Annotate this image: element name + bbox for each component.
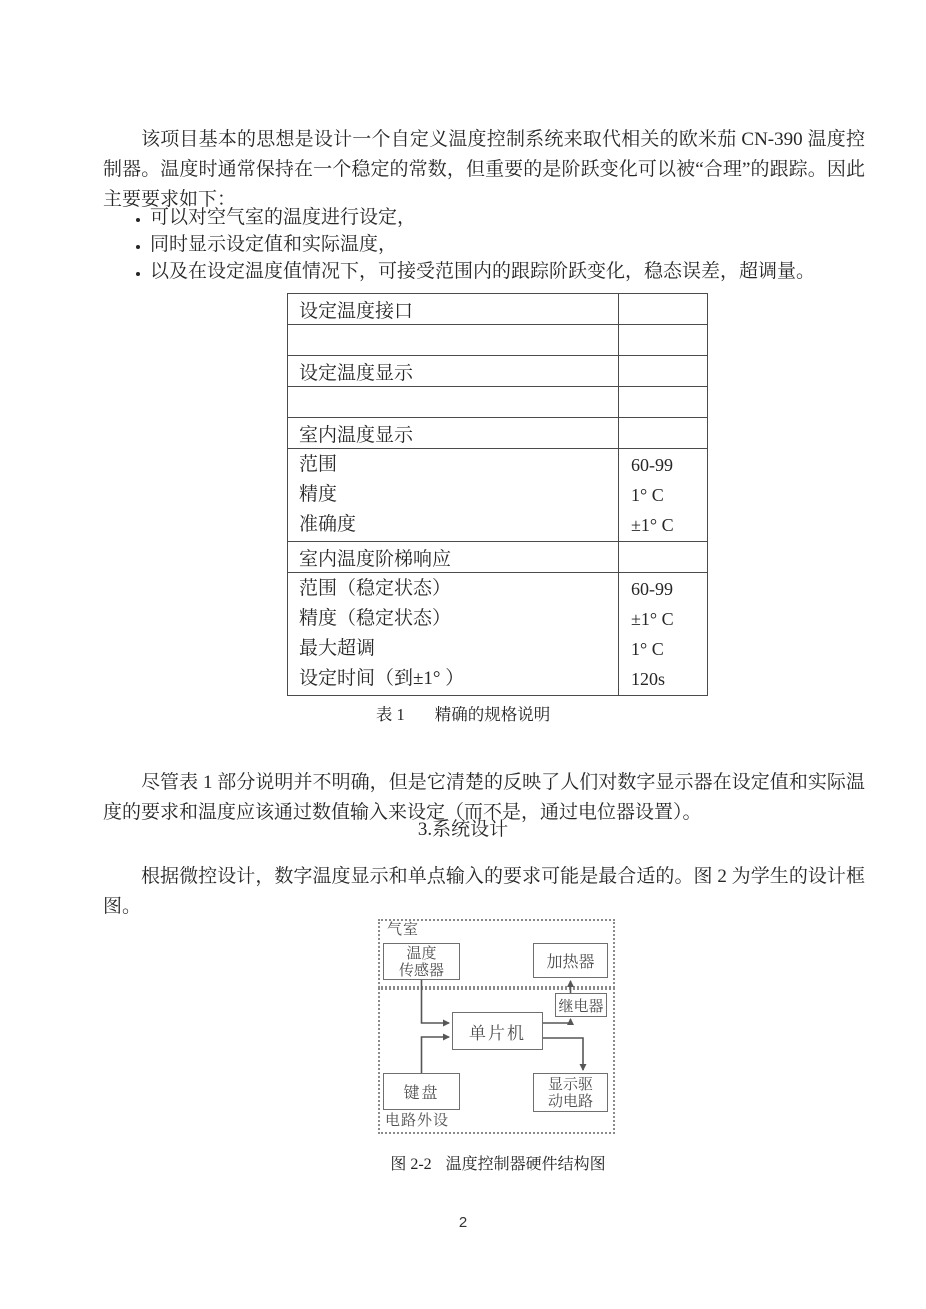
block-diagram [375,915,620,1140]
table-cell-label: 设定温度显示 [288,356,619,387]
paragraph-intro: 该项目基本的思想是设计一个自定义温度控制系统来取代相关的欧米茄 CN-390 温度控制器。温度时通常保持在一个稳定的常数，但重要的是阶跃变化可以被“合理”的跟踪。因此主要要求如下： [103,129,865,210]
box-temperature-sensor: 温度 传感器 [383,943,460,980]
box-heater: 加热器 [533,943,608,978]
table-cell-value: 60-99 1° C ±1° C [619,449,708,542]
table-row [288,356,708,387]
list-item: • 可以对空气室的温度进行设定， [150,204,912,231]
table-cell-value [619,542,708,573]
list-item: • 以及在设定温度值情况下，可接受范围内的跟踪阶跃变化，稳态误差，超调量。 [150,258,912,285]
table-row [288,542,708,573]
table-row [288,387,708,418]
box-microcontroller: 单片机 [452,1012,543,1050]
figure-caption [330,1151,666,1174]
label-circuit-peripherals: 电路外设 [385,1112,450,1129]
figure-caption-title: 温度控制器硬件结构图 [445,1156,606,1173]
table-cell-label: 室内温度阶梯响应 [288,542,619,573]
box-keyboard: 键盘 [383,1073,460,1110]
connector-keyboard-to-mcu [422,1037,450,1073]
table-row [288,449,708,542]
table-cell-label [288,387,619,418]
paragraph-discussion: 尽管表 1 部分说明并不明确，但是它清楚的反映了人们对数字显示器在设定值和实际温度的要求和温度应该通过数值输入来设定（而不是，通过电位器设置）。 [103,772,865,823]
table-cell-value [619,387,708,418]
page-number: 2 [458,1214,468,1231]
requirements-list [103,204,912,285]
table-cell-label: 室内温度显示 [288,418,619,449]
table-cell-label [288,325,619,356]
table-row [288,294,708,325]
box-relay: 继电器 [555,993,607,1017]
section-heading-system-design: 3.系统设计 [417,819,509,840]
connector-mcu-to-display-driver [543,1038,583,1070]
table-caption-label: 表 1 [375,705,405,724]
figure-caption-label: 图 2-2 [390,1156,432,1173]
table-row [288,325,708,356]
table-cell-value [619,325,708,356]
label-air-chamber: 气室 [387,921,420,938]
table-cell-value [619,418,708,449]
spec-table [287,293,708,696]
table-cell-label: 范围 精度 准确度 [288,449,619,542]
box-display-driver: 显示驱 动电路 [533,1073,608,1112]
table-caption [0,701,926,725]
list-item: • 同时显示设定值和实际温度， [150,231,912,258]
table-cell-label: 设定温度接口 [288,294,619,325]
connector-sensor-to-mcu [422,980,450,1023]
table-row [288,418,708,449]
table-cell-value [619,294,708,325]
table-cell-value: 60-99 ±1° C 1° C 120s [619,573,708,696]
paragraph-design: 根据微控设计，数字温度显示和单点输入的要求可能是最合适的。图 2 为学生的设计框图。 [103,866,865,917]
table-caption-title: 精确的规格说明 [434,705,551,724]
table-cell-label: 范围（稳定状态） 精度（稳定状态） 最大超调 设定时间（到±1° ） [288,573,619,696]
connector-mcu-to-relay [543,1019,571,1023]
table-row [288,573,708,696]
table-cell-value [619,356,708,387]
